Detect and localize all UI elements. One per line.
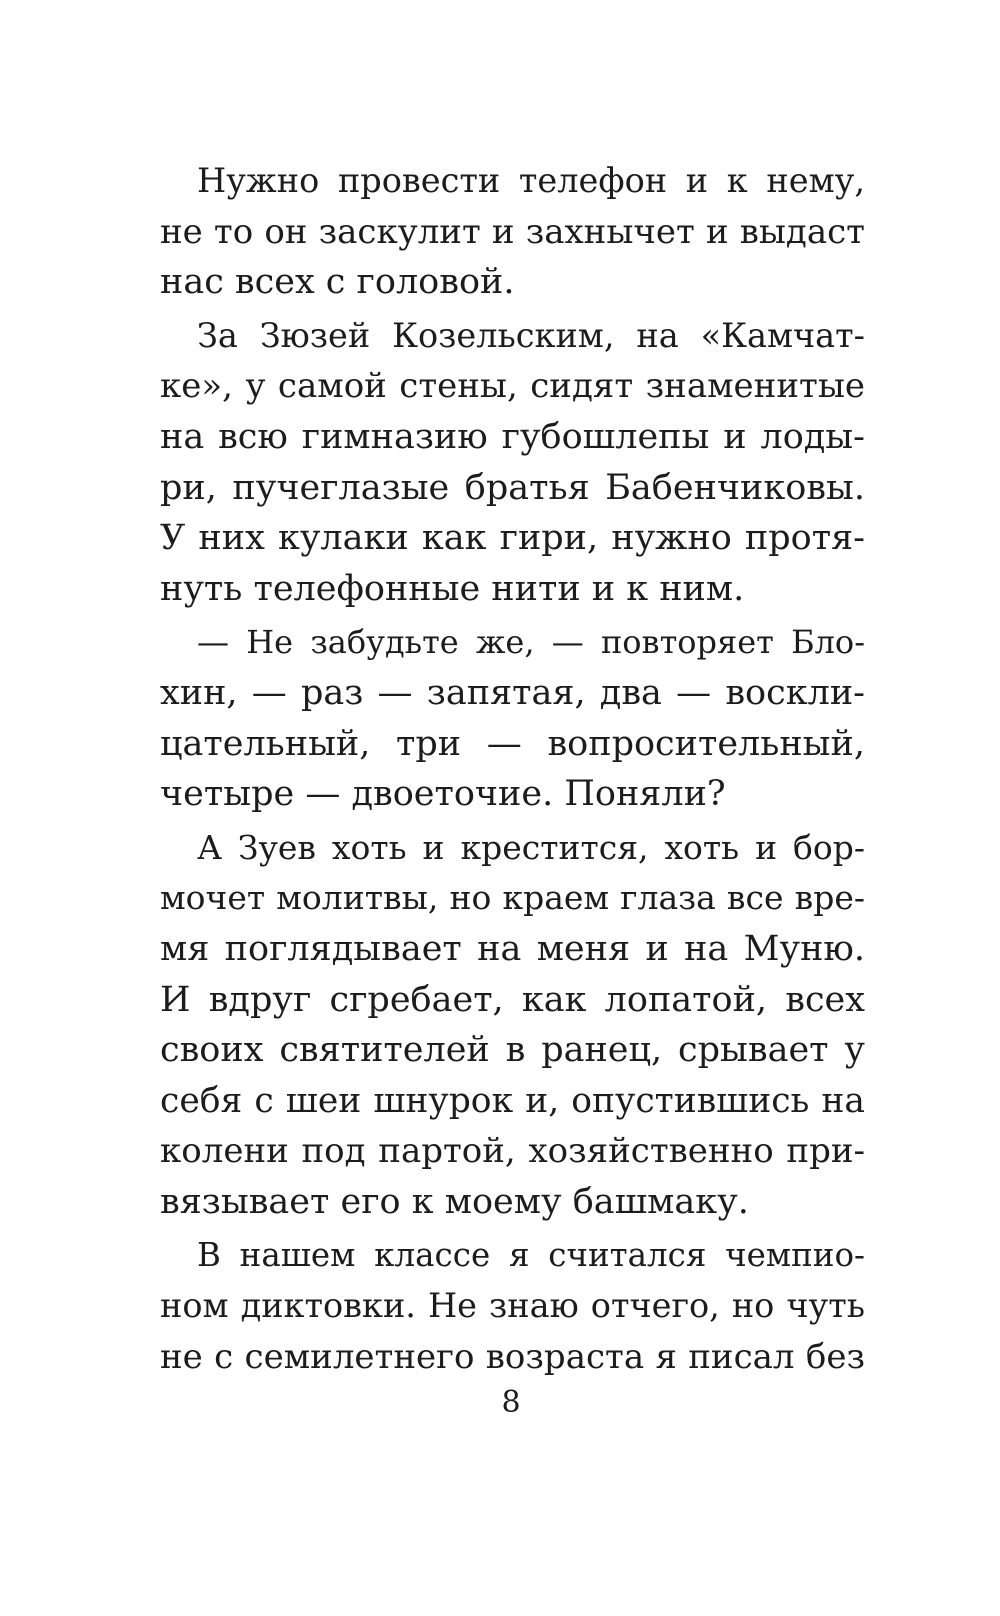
text-line: мя поглядывает на меня и на Муню. [160, 928, 865, 969]
text-line: нас всех с головой. [160, 262, 515, 303]
text-line: ке», у самой стены, сидят знаменитые [160, 366, 865, 407]
text-line: своих святителей в ранец, срывает у [160, 1030, 865, 1071]
body-text [160, 156, 865, 1382]
text-line: ном диктовки. Не знаю отчего, но чуть [160, 1286, 865, 1326]
text-line: четыре — двоеточие. Поняли? [160, 774, 726, 815]
paragraph [160, 617, 865, 819]
text-line: не с семилетнего возраста я писал без [160, 1336, 865, 1377]
text-line: У них кулаки как гири, нужно протя- [160, 518, 865, 559]
text-line: Нужно провести телефон и к нему, [197, 161, 865, 200]
text-line: себя с шеи шнурок и, опустившись на [160, 1080, 865, 1121]
text-line: ри, пучеглазые братья Бабенчиковы. [160, 467, 865, 508]
text-line: — Не забудьте же, — повторяет Бло- [197, 623, 865, 662]
text-line: на всю гимназию губошлепы и лоды- [160, 416, 865, 457]
text-line: И вдруг сгребает, как лопатой, всех [160, 979, 865, 1020]
paragraph [160, 823, 865, 1228]
text-line: цательный, три — вопросительный, [160, 723, 865, 764]
text-line: не то он заскулит и захнычет и выдаст [160, 211, 865, 252]
text-line: В нашем классе я считался чемпио- [197, 1236, 865, 1275]
text-line: За Зюзей Козельским, на «Камчат- [197, 315, 865, 355]
paragraph [160, 156, 865, 308]
text-line: А Зуев хоть и крестится, хоть и бор- [197, 827, 865, 867]
paragraph [160, 1230, 865, 1382]
page-number: 8 [501, 1385, 521, 1420]
text-line: колени под партой, хозяйственно при- [160, 1131, 865, 1172]
text-line: вязывает его к моему башмаку. [160, 1181, 749, 1222]
paragraph [160, 311, 865, 615]
text-line: мочет молитвы, но краем глаза все вре- [160, 878, 865, 918]
text-line: хин, — раз — запятая, два — воскли- [160, 672, 865, 713]
text-line: нуть телефонные нити и к ним. [160, 568, 745, 609]
